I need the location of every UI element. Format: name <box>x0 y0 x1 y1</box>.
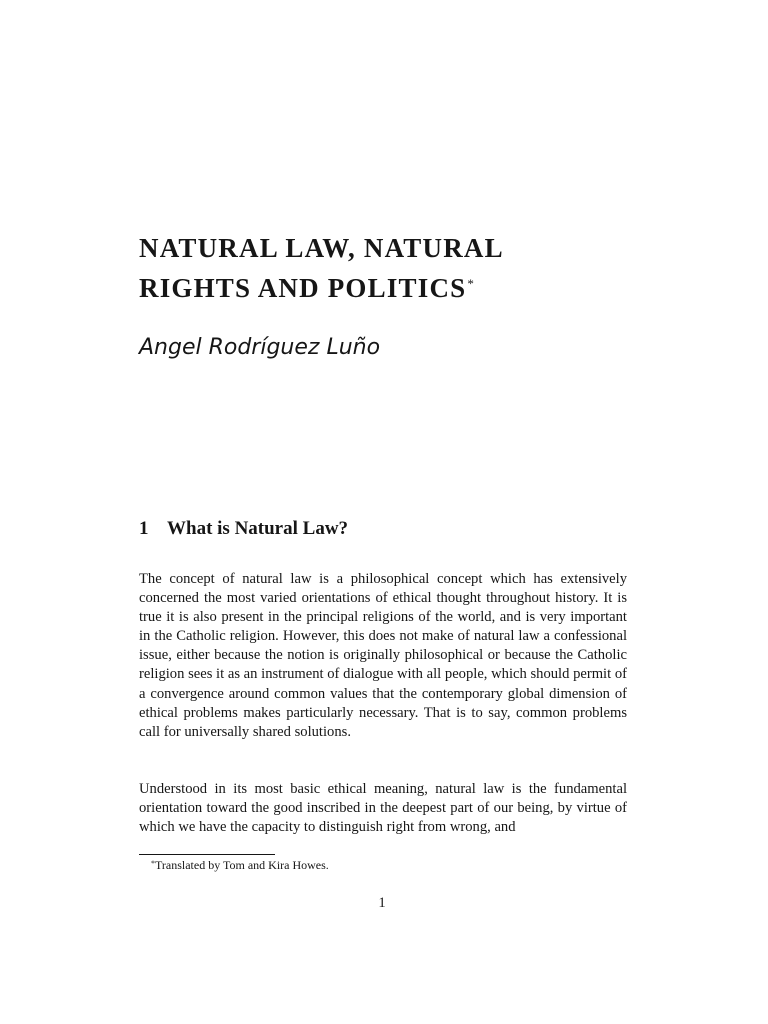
footnote-divider <box>139 854 275 855</box>
document-title <box>139 228 639 308</box>
section-number: 1 <box>139 518 149 539</box>
footnote-text: Translated by Tom and Kira Howes. <box>155 858 329 872</box>
page-number: 1 <box>378 895 386 911</box>
author-name: Angel Rodríguez Luño <box>139 335 381 360</box>
footnote <box>151 857 329 873</box>
title-line-1: NATURAL LAW, NATURAL <box>139 233 504 263</box>
paragraph-1: The concept of natural law is a philosophical concept which has extensively concerned the most varied orientations of ethical thought throughout history. It is true it is also present in the principal religions of the world, and is very important in the Catholic religion. However, this does not make of natural law a confessional issue, either because the notion is originally philosophical or because the Catholic religion sees it as an instrument of dialogue with all people, which should permit of a convergence around common values that the contemporary global dimension of ethical problems makes particularly necessary. That is to say, common problems call for universally shared solutions. <box>139 571 627 740</box>
title-line-2-text: RIGHTS AND POLITICS <box>139 273 467 303</box>
title-line-2 <box>139 268 639 308</box>
section-heading <box>139 515 348 543</box>
title-footnote-mark[interactable]: * <box>467 276 476 291</box>
footnote-mark: * <box>151 859 155 868</box>
section-title: What is Natural Law? <box>167 518 349 539</box>
paragraph-2: Understood in its most basic ethical meaning, natural law is the fundamental orientation toward the good inscribed in the deepest part of our being, by virtue of which we have the capacity to distinguish right from wrong, and <box>139 781 627 836</box>
